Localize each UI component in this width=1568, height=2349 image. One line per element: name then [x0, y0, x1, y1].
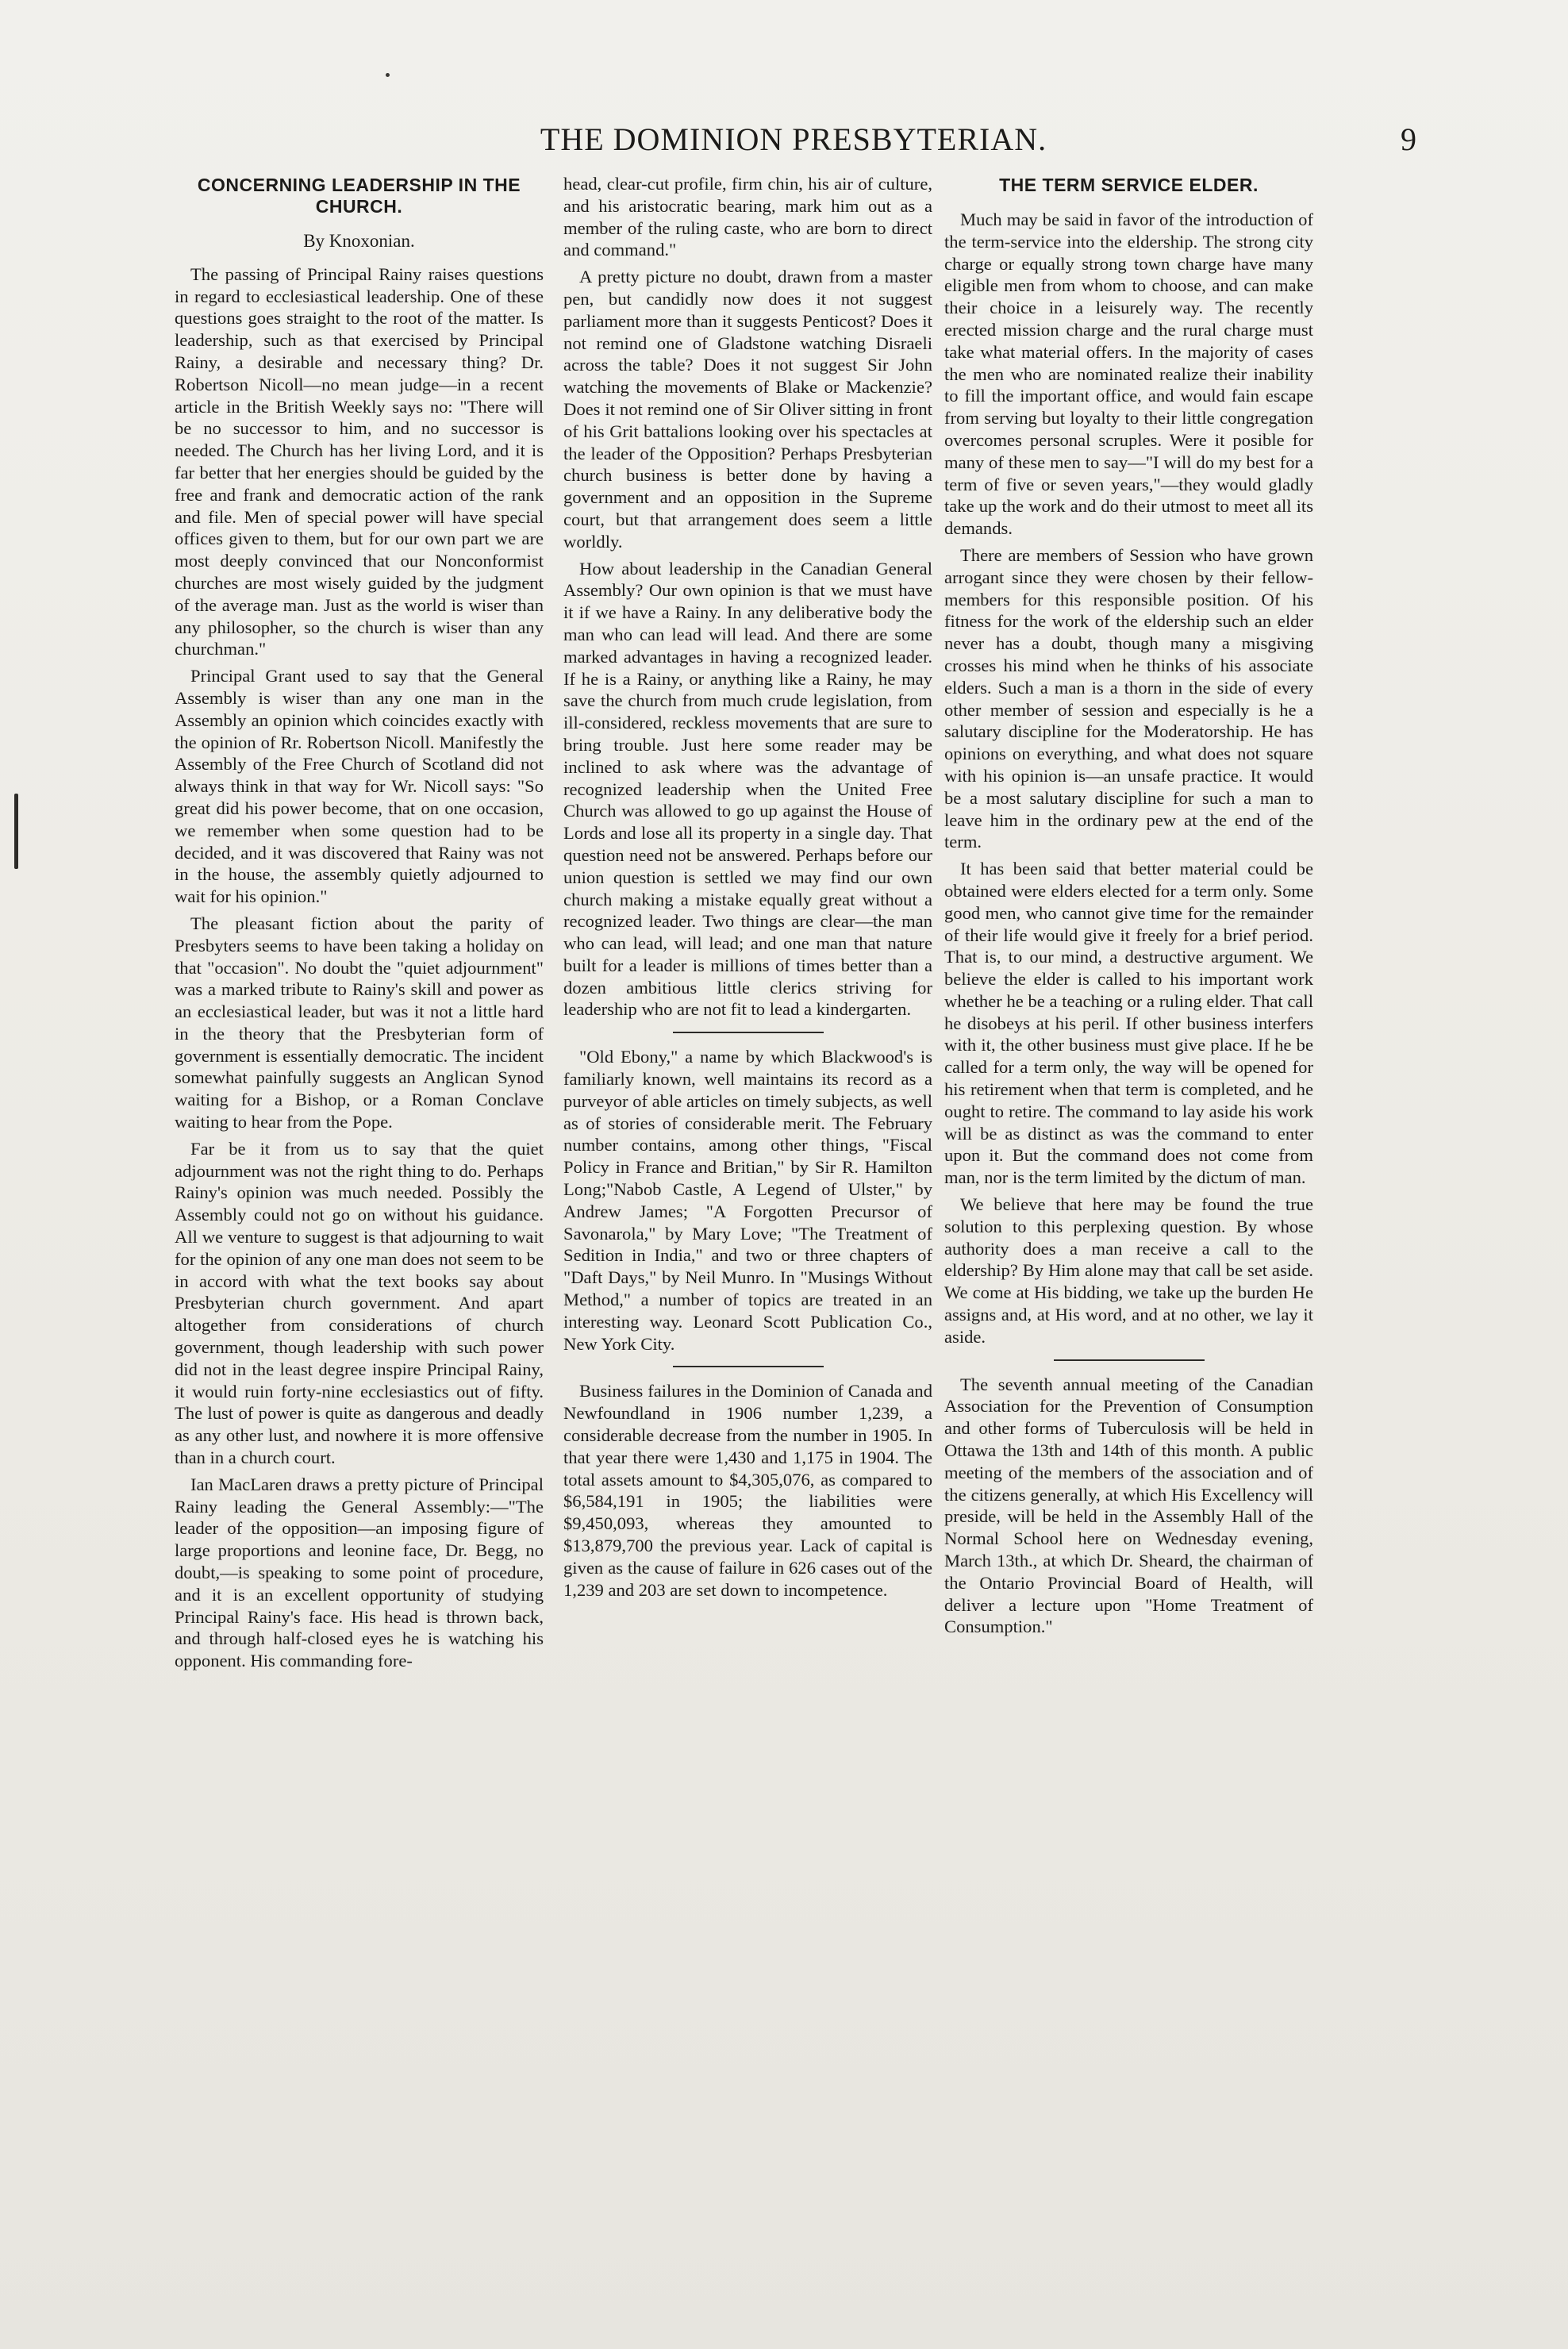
article-paragraph: Ian MacLaren draws a pretty picture of Principal Rainy leading the General Assembly:—"The leader of the opposition—an imposing figure of large proportions and leonine face, Dr. Begg, no doubt,—is speaking to some point of procedure, and it is an excellent opportunity of studying Principal Rainy's face. His head is thrown back, and through half-closed eyes he is watching his opponent. His commanding fore- [175, 1474, 544, 1671]
article-paragraph: It has been said that better material could be obtained were elders elected for a term only. Some good men, who cannot give time for the remainder of their life would give it freely for a brief period. That is, to our mind, a destructive argument. We believe the elder is called to his important work whether he be a teaching or a ruling elder. That call he disobeys at his peril. If other business interfers with it, the other business must give place. If he be called for a term only, the way will be opened for his retirement when that term is completed, and he ought to retire. The command to lay aside his work will be as distinct as was the command to enter upon it. But the command does not come from man, nor is the term limited by the dictum of man. [944, 859, 1313, 1188]
article-byline: By Knoxonian. [303, 231, 415, 251]
article-paragraph: A pretty picture no doubt, drawn from a master pen, but candidly now does it not suggest parliament more than it suggests Penticost? Does it not remind one of Gladstone watching Disraeli across the table? Does it not suggest Sir John watching the movements of Blake or Mackenzie? Does it not remind one of Sir Oliver sitting in front of his Grit battalions looking over his spectacles at the leader of the Opposition? Perhaps Presbyterian church business is better done by having a government and an opposition in the Supreme court, but that arrangement does seem a little worldly. [563, 267, 932, 552]
section-divider [673, 1032, 824, 1033]
binding-mark [14, 794, 18, 869]
page-header [171, 121, 1416, 168]
ink-speck [386, 73, 390, 77]
section-divider [1054, 1359, 1205, 1361]
column-1 [175, 173, 544, 1677]
article-paragraph: Much may be said in favor of the introduction of the term-service into the eldership. The strong city charge or equally strong town charge have many eligible men from whom to choose, and can make their choice in a leisurely way. The recently erected mission charge and the rural charge must take what material offers. In the majority of cases the men who are nominated realize their inability to fill the important office, and would fain escape from serving but loyalty to their little congregation overcomes personal scruples. Were it posible for many of these men to say—"I will do my best for a term of five or seven years,"—they would gladly take up the work and do their utmost to meet all its demands. [944, 210, 1313, 539]
article-paragraph: Far be it from us to say that the quiet adjournment was not the right thing to do. Perhaps Rainy's opinion was much needed. Possibly the Assembly could not go on without his guidance. All we venture to suggest is that adjourning to wait for the opinion of any one man does not seem to be in accord with what the text books say about Presbyterian church government. And apart altogether from considerations of church government, though leadership with such power did not in the least degree inspire Principal Rainy, it would ruin forty-nine ecclesiastics out of fifty. The lust of power is quite as dangerous and deadly as any other lust, and nowhere it is more offensive than in a church court. [175, 1138, 544, 1468]
article-paragraph: head, clear-cut profile, firm chin, his air of culture, and his aristocratic bearing, mark him out as a member of the ruling caste, who are born to direct and command." [563, 174, 932, 260]
article-paragraph: How about leadership in the Canadian General Assembly? Our own opinion is that we must have it if we have a Rainy. In any deliberative body the man who can lead will lead. And there are some marked advantages in having a recognized leader. If he is a Rainy, or anything like a Rainy, he may save the church from much crude legislation, from ill-considered, reckless movements that are sure to bring trouble. Just here some reader may be inclined to ask where was the advantage of recognized leadership when the United Free Church was allowed to go up against the House of Lords and lose all its property in a single day. That question need not be answered. Perhaps before our union question is settled we may find our own church making a mistake equally great without a recognized leader. Two things are clear—the man who can lead, will lead; and one man that nature built for a leader is millions of times better than a dozen ambitious little clerics striving for leadership who are not fit to lead a kindergarten. [563, 558, 932, 1020]
column-2 [563, 173, 932, 1605]
article-paragraph: Principal Grant used to say that the General Assembly is wiser than any one man in the Assembly an opinion which coincides exactly with the opinion of Rr. Robertson Nicoll. Manifestly the Assembly of the Free Church of Scotland did not always think in that way for Wr. Nicoll says: "So great did his power become, that on one occasion, we remember when some question had to be decided, and it was discovered that Rainy was not in the house, the assembly quietly adjourned to wait for his opinion." [175, 666, 544, 907]
page-number: 9 [1401, 121, 1416, 157]
article-paragraph: Business failures in the Dominion of Canada and Newfoundland in 1906 number 1,239, a considerable decrease from the number in 1905. In that year there were 1,430 and 1,175 in 1904. The total assets amount to $4,305,076, as compared to $6,584,191 in 1905; the liabilities were $9,450,093, whereas they amounted to $13,879,700 the previous year. Lack of capital is given as the cause of failure in 626 cases out of the 1,239 and 203 are set down to incompetence. [563, 1381, 932, 1600]
article-paragraph: The seventh annual meeting of the Canadian Association for the Prevention of Consumption and other forms of Tuberculosis will be held in Ottawa the 13th and 14th of this month. A public meeting of the members of the association and of the citizens generally, at which His Excellency will preside, will be held in the Assembly Hall of the Normal School here on Wednesday evening, March 13th., at which Dr. Sheard, the chairman of the Ontario Provincial Board of Health, will deliver a lecture upon "Home Treatment of Consumption." [944, 1374, 1313, 1637]
article-paragraph: The pleasant fiction about the parity of Presbyters seems to have been taking a holiday on that "occasion". No doubt the "quiet adjournment" was a marked tribute to Rainy's skill and power as an ecclesiastical leader, but was it not a little hard in the theory that the Presbyterian form of government is essentially democratic. The incident somewhat painfully suggests an Anglican Synod waiting for a Bishop, or a Roman Conclave waiting to hear from the Pope. [175, 913, 544, 1132]
running-title: THE DOMINION PRESBYTERIAN. [540, 121, 1047, 157]
article-paragraph: There are members of Session who have grown arrogant since they were chosen by their fellow-members for this responsible position. Of his fitness for the work of the eldership such an elder never has a doubt, though many a misgiving crosses his mind when he thinks of his associate elders. Such a man is a thorn in the side of every other member of session and especially is he a salutary discipline for the Moderatorship. He has opinions on everything, and what does not square with his opinion is—an unsafe practice. It would be a most salutary discipline for such a man to leave him in the ordinary pew at the end of the term. [944, 544, 1313, 852]
article-heading: CONCERNING LEADERSHIP IN THE CHURCH. [197, 175, 521, 217]
article-paragraph: "Old Ebony," a name by which Blackwood's is familiarly known, well maintains its record as a purveyor of able articles on timely subjects, as well as of stories of considerable merit. The February number contains, among other things, "Fiscal Policy in France and Britian," by Sir R. Hamilton Long;"Nabob Castle, A Legend of Ulster," by Andrew James; "A Forgotten Precursor of Savonarola," by Mary Love; "The Treatment of Sedition in India," and two or three chapters of "Daft Days," by Neil Munro. In "Musings Without Method," a number of topics are treated in an interesting way. Leonard Scott Publication Co., New York City. [563, 1047, 932, 1354]
section-divider [673, 1366, 824, 1367]
article-paragraph: The passing of Principal Rainy raises questions in regard to ecclesiastical leadership. One of these questions goes straight to the root of the matter. Is leadership, such as that exercised by Principal Rainy, a desirable and necessary thing? Dr. Robertson Nicoll—no mean judge—in a recent article in the British Weekly says no: "There will be no successor to him, and no successor is needed. The Church has her living Lord, and it is far better that her energies should be guided by the free and frank and democratic action of the rank and file. Men of special power will have special offices given to them, but for our own part we are most deeply convinced that our Nonconformist churches are most wisely guided by the judgment of the average man. Just as the world is wiser than any philosopher, so the church is wiser than any churchman." [175, 263, 544, 659]
article-heading: THE TERM SERVICE ELDER. [999, 175, 1259, 195]
article-paragraph: We believe that here may be found the true solution to this perplexing question. By whose authority does a man receive a call to the eldership? By Him alone may that call be set aside. We come at His bidding, we take up the burden He assigns and, at His word, and at no other, we lay it aside. [944, 1194, 1313, 1347]
column-3 [944, 173, 1313, 1643]
